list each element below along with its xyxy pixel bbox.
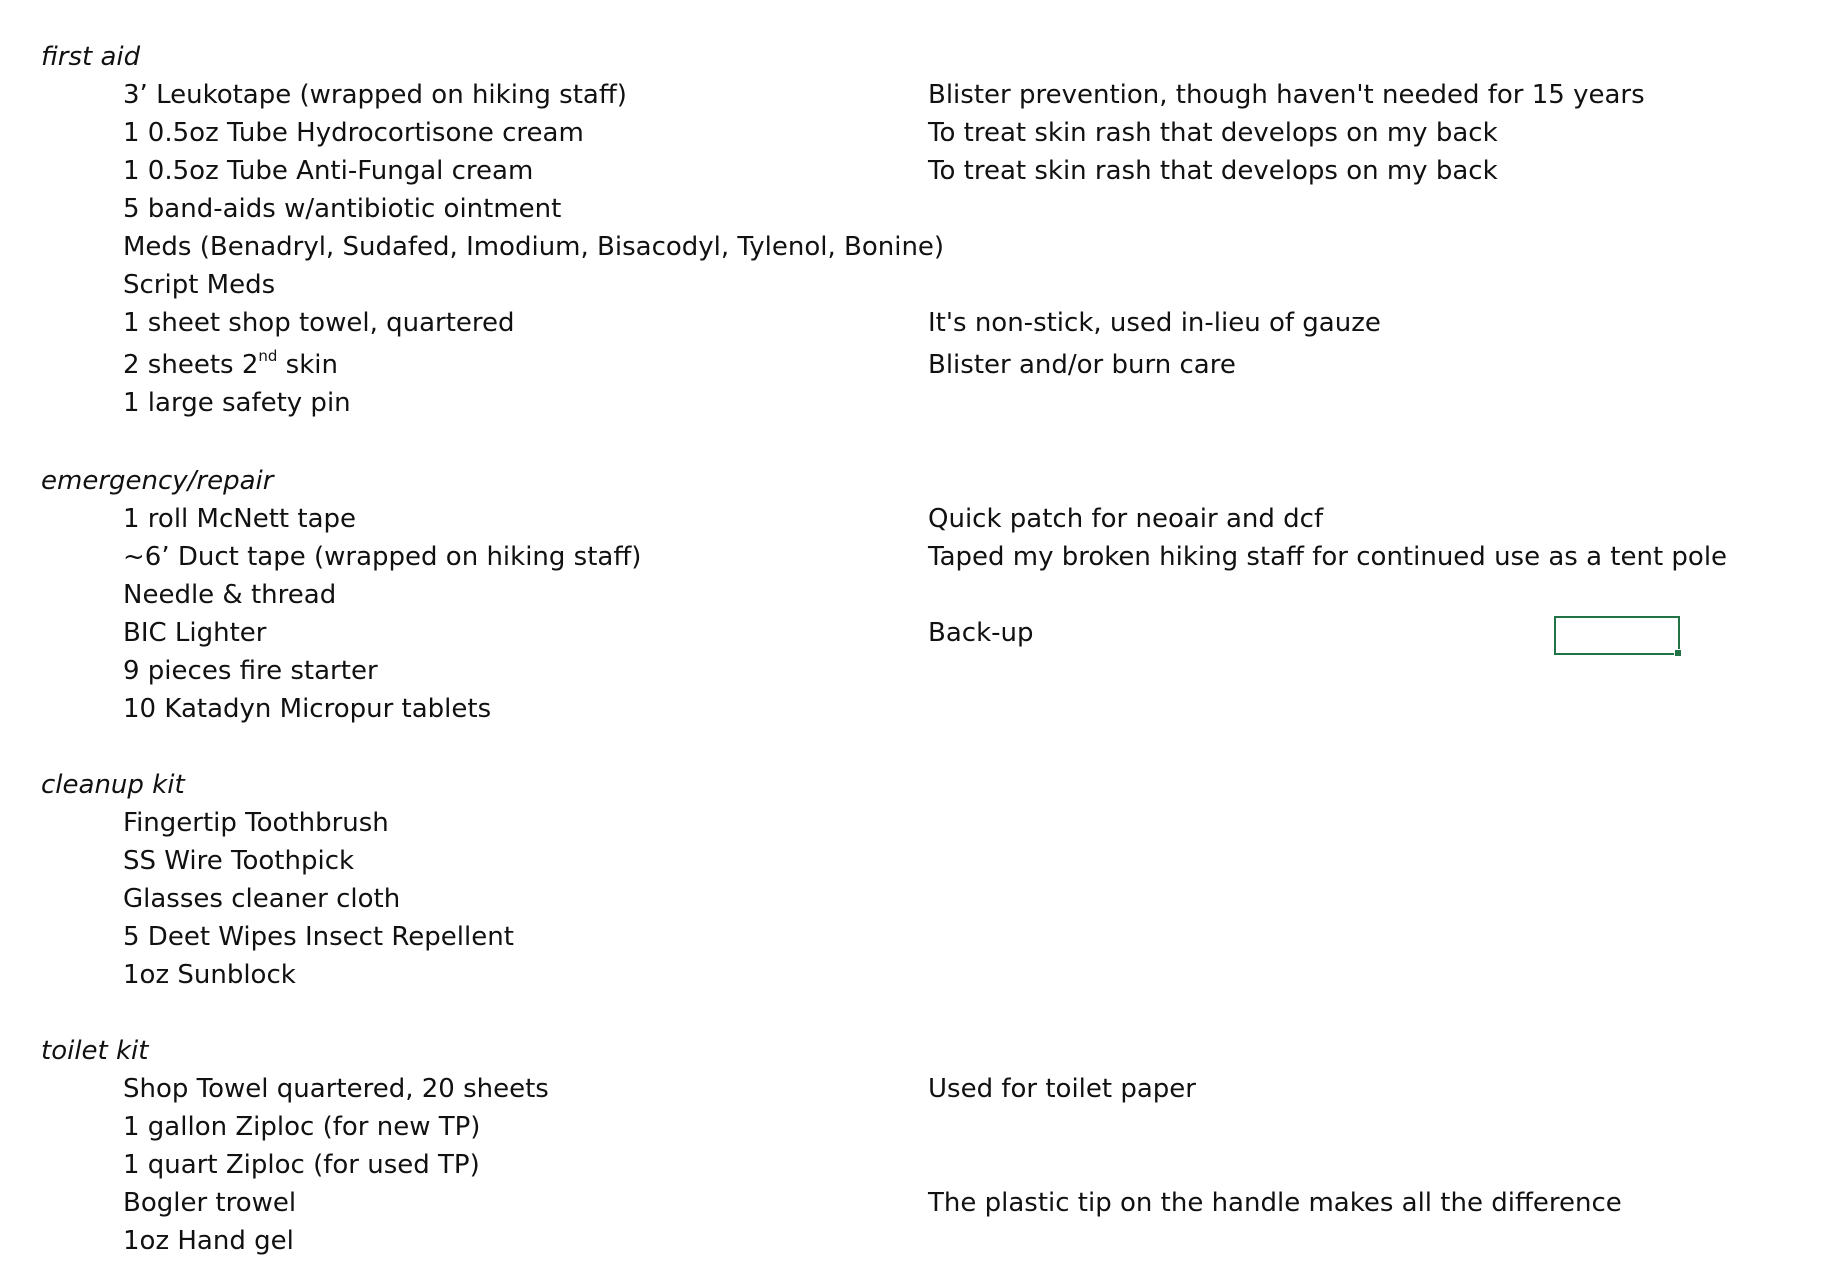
item-cell[interactable]: 1 large safety pin	[123, 388, 351, 418]
note-cell[interactable]: Taped my broken hiking staff for continued use as a tent pole	[928, 542, 1728, 572]
note-cell[interactable]: The plastic tip on the handle makes all the difference	[928, 1188, 1622, 1218]
table-row[interactable]	[0, 76, 1824, 114]
table-row[interactable]	[0, 1184, 1824, 1222]
table-row[interactable]	[0, 690, 1824, 728]
item-cell[interactable]: 1 0.5oz Tube Anti-Fungal cream	[123, 156, 534, 186]
fill-handle[interactable]	[1674, 649, 1682, 657]
table-row[interactable]	[0, 576, 1824, 614]
item-cell[interactable]: Meds (Benadryl, Sudafed, Imodium, Bisacodyl, Tylenol, Bonine)	[123, 232, 945, 262]
item-cell[interactable]: 1oz Hand gel	[123, 1226, 294, 1256]
table-row[interactable]	[0, 500, 1824, 538]
item-cell[interactable]: 3’ Leukotape (wrapped on hiking staff)	[123, 80, 627, 110]
table-row[interactable]	[0, 346, 1824, 384]
item-cell[interactable]: 1 roll McNett tape	[123, 504, 356, 534]
note-cell[interactable]: Blister and/or burn care	[928, 350, 1236, 380]
item-cell[interactable]: Needle & thread	[123, 580, 337, 610]
item-cell[interactable]: ~6’ Duct tape (wrapped on hiking staff)	[123, 542, 642, 572]
item-cell[interactable]: 5 Deet Wipes Insect Repellent	[123, 922, 514, 952]
table-row[interactable]	[0, 842, 1824, 880]
section-heading[interactable]: cleanup kit	[41, 770, 185, 800]
section-heading[interactable]: emergency/repair	[41, 466, 274, 496]
note-cell[interactable]: Used for toilet paper	[928, 1074, 1196, 1104]
item-cell[interactable]: 10 Katadyn Micropur tablets	[123, 694, 492, 724]
table-row[interactable]	[0, 1070, 1824, 1108]
item-cell[interactable]: BIC Lighter	[123, 618, 267, 648]
active-cell-selection[interactable]	[1554, 616, 1680, 655]
note-cell[interactable]: Blister prevention, though haven't needed for 15 years	[928, 80, 1645, 110]
table-row[interactable]	[0, 956, 1824, 994]
table-row[interactable]	[0, 1146, 1824, 1184]
superscript-text: nd	[258, 347, 278, 365]
table-row[interactable]	[0, 652, 1824, 690]
note-cell[interactable]: To treat skin rash that develops on my back	[928, 118, 1498, 148]
table-row[interactable]	[0, 614, 1824, 652]
table-row[interactable]	[0, 1222, 1824, 1260]
item-cell[interactable]	[123, 346, 338, 384]
item-cell[interactable]: 9 pieces fire starter	[123, 656, 378, 686]
table-row[interactable]	[0, 538, 1824, 576]
note-cell[interactable]: Quick patch for neoair and dcf	[928, 504, 1324, 534]
item-cell[interactable]: Bogler trowel	[123, 1188, 297, 1218]
table-row[interactable]	[0, 266, 1824, 304]
section-heading[interactable]: toilet kit	[41, 1036, 149, 1066]
note-cell[interactable]: Back-up	[928, 618, 1034, 648]
table-row[interactable]	[0, 804, 1824, 842]
note-cell[interactable]: To treat skin rash that develops on my back	[928, 156, 1498, 186]
table-row[interactable]	[0, 114, 1824, 152]
section-heading[interactable]: first aid	[41, 42, 141, 72]
item-cell[interactable]: Script Meds	[123, 270, 276, 300]
note-cell[interactable]: It's non-stick, used in-lieu of gauze	[928, 308, 1381, 338]
item-cell[interactable]: 1oz Sunblock	[123, 960, 296, 990]
item-cell[interactable]: SS Wire Toothpick	[123, 846, 355, 876]
item-text: 2 sheets 2	[123, 350, 259, 380]
item-cell[interactable]: 1 quart Ziploc (for used TP)	[123, 1150, 480, 1180]
table-row[interactable]	[0, 1108, 1824, 1146]
item-cell[interactable]: 1 gallon Ziploc (for new TP)	[123, 1112, 481, 1142]
item-cell[interactable]: 1 0.5oz Tube Hydrocortisone cream	[123, 118, 584, 148]
table-row[interactable]	[0, 152, 1824, 190]
item-cell[interactable]: Shop Towel quartered, 20 sheets	[123, 1074, 549, 1104]
item-cell[interactable]: Fingertip Toothbrush	[123, 808, 389, 838]
table-row[interactable]	[0, 190, 1824, 228]
item-text: skin	[277, 350, 338, 380]
item-cell[interactable]: 5 band-aids w/antibiotic ointment	[123, 194, 562, 224]
table-row[interactable]	[0, 918, 1824, 956]
table-row[interactable]	[0, 304, 1824, 342]
table-row[interactable]	[0, 384, 1824, 422]
item-cell[interactable]: 1 sheet shop towel, quartered	[123, 308, 515, 338]
table-row[interactable]	[0, 228, 1824, 266]
item-cell[interactable]: Glasses cleaner cloth	[123, 884, 401, 914]
table-row[interactable]	[0, 880, 1824, 918]
